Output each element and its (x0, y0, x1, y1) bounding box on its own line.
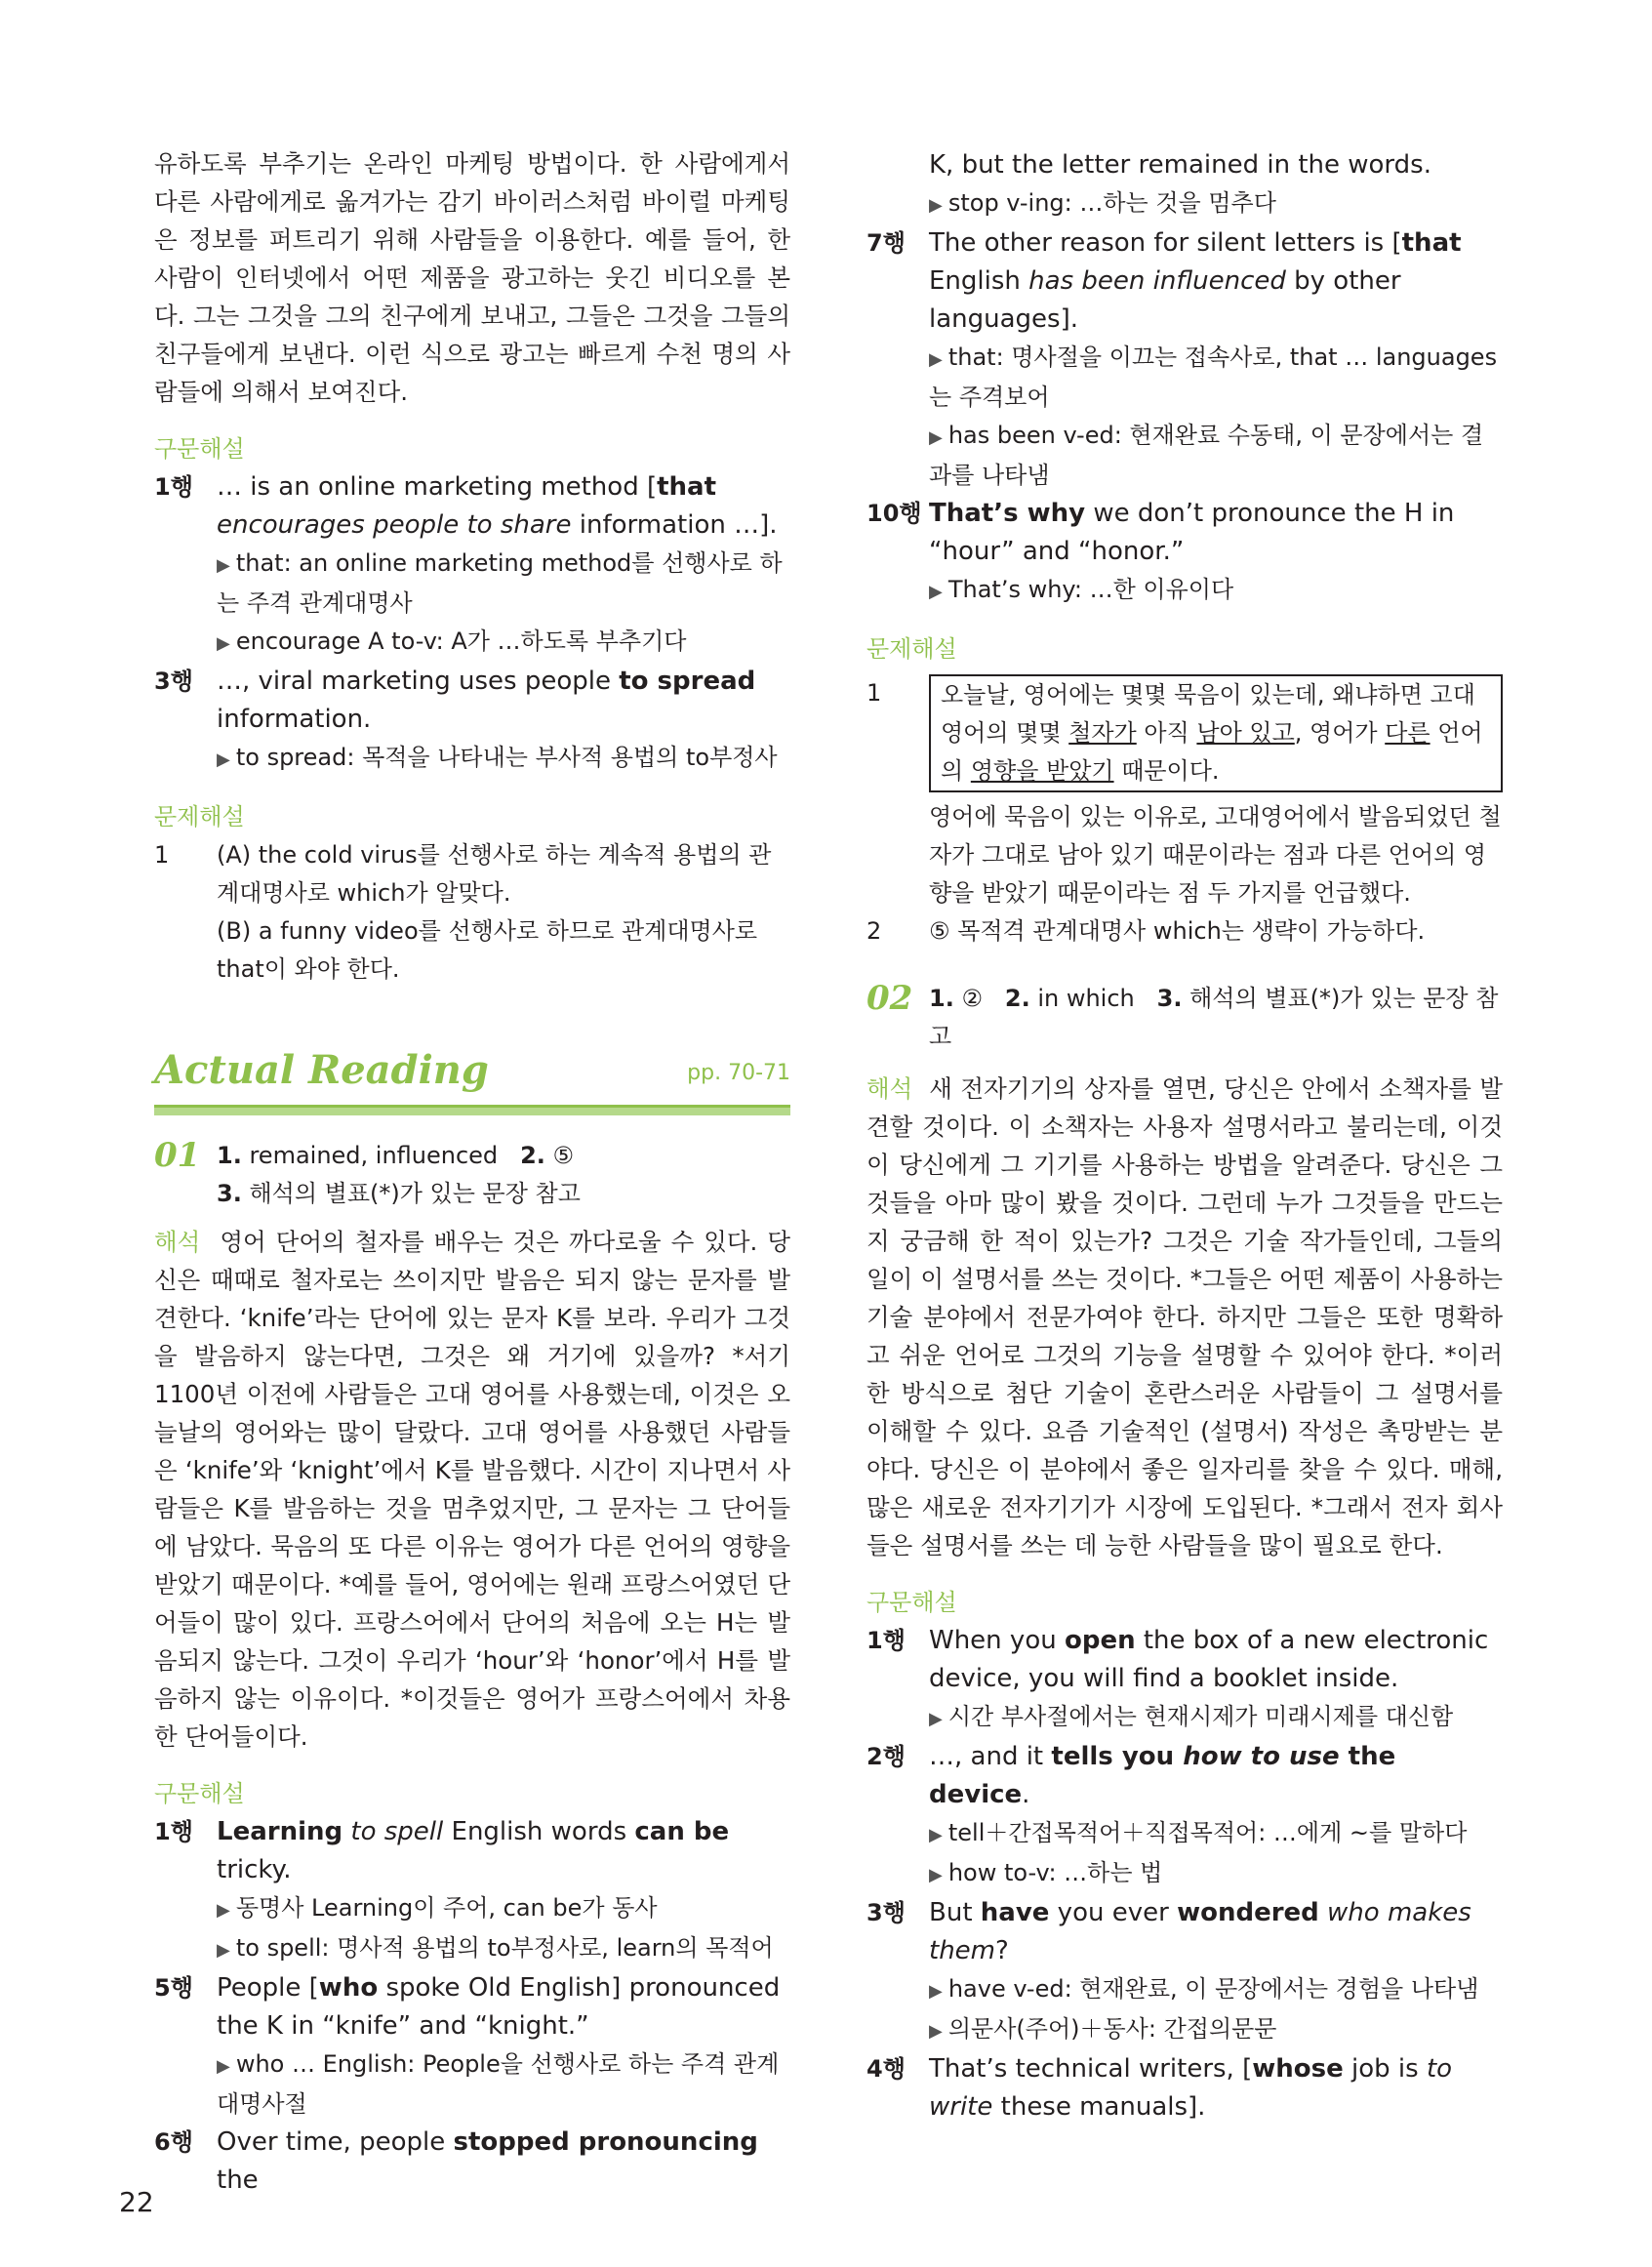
note-text: stop v-ing: …하는 것을 멈추다 (947, 189, 1276, 217)
note-text: encourage A to-v: A가 …하도록 부추기다 (235, 627, 687, 655)
line-number: 10행 (866, 500, 922, 527)
syntax-note (866, 417, 1503, 495)
answer-text: remained, influenced (241, 1142, 499, 1169)
bold-text: wondered (1177, 1898, 1319, 1927)
intro-translation: 유하도록 부추기는 온라인 마케팅 방법이다. 한 사람에게서 다른 사람에게로 옮겨가는 감기 바이러스처럼 바이럴 마케팅은 정보를 퍼트리기 위해 사람들을 이용한다. 예를 들어, 한 사람이 인터넷에서 어떤 제품을 광고하는 웃긴 비디오를 본다. 그는 그것을 그의 친구에게 보내고, 그들은 그것을 그들의 친구들에게 보낸다. 이런 식으로 광고는 빠르게 수천 명의 사람들에 의해서 보여진다. (154, 149, 790, 406)
syntax-row (154, 468, 790, 545)
text: That’s technical writers, [ (929, 2054, 1253, 2084)
note-text: to spread: 목적을 나타내는 부사적 용법의 to부정사 (235, 744, 778, 771)
note-text: how to-v: …하는 법 (947, 1859, 1163, 1886)
problem-answer-b: (B) a funny video를 선행사로 하므로 관계대명사로 that이 와야 한다. (217, 917, 758, 983)
syntax-note (866, 1814, 1503, 1854)
page-number: 22 (119, 2186, 154, 2218)
line-number: 4행 (866, 2055, 906, 2083)
triangle-icon: ▶ (929, 2021, 943, 2042)
text: by other languages]. (929, 266, 1401, 334)
line-number: 6행 (154, 2128, 193, 2156)
triangle-icon: ▶ (217, 2056, 230, 2077)
triangle-icon: ▶ (929, 1865, 943, 1885)
syntax-note (866, 1970, 1503, 2010)
underlined-text: 남아 있고 (1196, 719, 1295, 747)
text: tricky. (217, 1855, 292, 1884)
section-title: Actual Reading (154, 1047, 489, 1093)
text: … is an online marketing method [ (217, 472, 658, 502)
triangle-icon: ▶ (929, 349, 943, 370)
triangle-icon: ▶ (217, 1940, 230, 1961)
syntax-label: 구문해설 (154, 435, 245, 463)
answer-box (929, 674, 1503, 792)
text: information. (217, 705, 372, 734)
syntax-row (866, 495, 1503, 571)
note-text: that: an online marketing method를 선행사로 하는 주격 관계대명사 (217, 549, 783, 617)
syntax-row (154, 2124, 790, 2200)
syntax-sentence (929, 1894, 1503, 1970)
triangle-icon: ▶ (217, 1900, 230, 1921)
answer-label: 3. (1156, 985, 1183, 1012)
problem-row (866, 912, 1503, 951)
translation-text: 새 전자기기의 상자를 열면, 당신은 안에서 소책자를 발견할 것이다. 이 소책자는 사용자 설명서라고 불리는데, 이것이 당신에게 그 기기를 사용하는 방법을 알려준다. 당신은 그것들을 아마 많이 봤을 것이다. 그런데 누가 그것들을 만드는지 궁금해 한 적이 있는가? 그것은 기술 작가들인데, 그들의 일이 이 설명서를 쓰는 것이다. *그들은 어떤 제품이 사용하는 기술 분야에서 전문가여야 한다. 하지만 그들은 또한 명확하고 쉬운 언어로 그것의 기능을 설명할 수 있어야 한다. *이러한 방식으로 첨단 기술이 혼란스러운 사람들이 그 설명서를 이해할 수 있다. 요즘 기술적인 (설명서) 작성은 촉망받는 분야다. 당신은 이 분야에서 좋은 일자리를 찾을 수 있다. 매해, 많은 새로운 전자기기가 시장에 도입된다. *그래서 전자 회사들은 설명서를 쓰는 데 능한 사람들을 많이 필요로 한다. (866, 1074, 1503, 1559)
syntax-note (154, 1889, 790, 1929)
continued-line: K, but the letter remained in the words. (929, 150, 1431, 180)
left-column (154, 144, 790, 2200)
question-number: 02 (866, 979, 913, 1018)
italic-text: encourages people to share (217, 510, 572, 540)
divider (154, 1108, 790, 1115)
italic-text: to write (929, 2054, 1453, 2122)
answers (929, 980, 1503, 1056)
note-text: tell＋간접목적어＋직접목적어: …에게 ~를 말하다 (947, 1819, 1468, 1846)
translation-label: 해석 (154, 1228, 201, 1256)
text: …, viral marketing uses people (217, 667, 620, 696)
syntax-row (154, 1969, 790, 2045)
syntax-sentence (217, 2124, 790, 2200)
problem-row (154, 836, 790, 912)
answer-label: 2. (520, 1142, 545, 1169)
bold-text: whose (1252, 2054, 1344, 2084)
triangle-icon: ▶ (217, 555, 230, 576)
syntax-row (866, 2050, 1503, 2126)
syntax-sentence (217, 1969, 790, 2045)
right-column (866, 146, 1503, 2126)
syntax-row (154, 1813, 790, 1889)
syntax-sentence (929, 495, 1503, 571)
text: …, and it (929, 1742, 1052, 1771)
syntax-note (866, 184, 1503, 224)
note-text: that: 명사절을 이끄는 접속사로, that … languages는 주격보어 (929, 344, 1498, 411)
problem-answer-a: (A) the cold virus를 선행사로 하는 계속적 용법의 관계대명사로 which가 알맞다. (217, 841, 772, 907)
italic-text: has been influenced (1028, 266, 1286, 296)
syntax-note (154, 545, 790, 623)
translation-label: 해석 (866, 1074, 913, 1103)
problem-number: 1 (154, 841, 170, 869)
syntax-row (866, 1894, 1503, 1970)
problem-row (866, 674, 1503, 792)
problem-label: 문제해설 (866, 635, 957, 663)
question-number: 01 (154, 1136, 201, 1175)
syntax-label: 구문해설 (866, 1589, 957, 1616)
syntax-sentence (217, 468, 790, 545)
italic-text: to spell (342, 1817, 444, 1846)
translation-text: 영어 단어의 철자를 배우는 것은 까다로울 수 있다. 당신은 때때로 철자로는 쓰이지만 발음은 되지 않는 문자를 발견한다. ‘knife’라는 단어에 있는 문자 K를 보라. 우리가 그것을 발음하지 않는다면, 그것은 왜 거기에 있을까? *서기 1100년 이전에 사람들은 고대 영어를 사용했는데, 이것은 오늘날의 영어와는 많이 달랐다. 고대 영어를 사용했던 사람들은 ‘knife’와 ‘knight’에서 K를 발음했다. 시간이 지나면서 사람들은 K를 발음하는 것을 멈추었지만, 그 문자는 그 단어들에 남았다. 묵음의 또 다른 이유는 영어가 다른 언어의 영향을 받았기 때문이다. *예를 들어, 영어에는 원래 프랑스어였던 단어들이 많이 있다. 프랑스어에서 단어의 처음에 오는 H는 발음되지 않는다. 그것이 우리가 ‘hour’와 ‘honor’에서 H를 발음하지 않는 이유이다. *이것들은 영어가 프랑스어에서 차용한 단어들이다. (154, 1228, 790, 1751)
bold-text: tells you (1051, 1742, 1175, 1771)
problem-explanation: 영어에 묵음이 있는 이유로, 고대영어에서 발음되었던 철자가 그대로 남아 있기 때문이라는 점과 다른 언어의 영향을 받았기 때문이라는 점 두 가지를 언급했다. (929, 803, 1502, 907)
syntax-row (866, 1622, 1503, 1698)
note-text: 의문사(주어)＋동사: 간접의문문 (947, 2015, 1277, 2043)
note-text: 시간 부사절에서는 현재시제가 미래시제를 대신함 (947, 1703, 1454, 1730)
syntax-sentence (929, 1622, 1503, 1698)
section-pages: pp. 70-71 (687, 1061, 790, 1085)
text: When you (929, 1626, 1065, 1655)
triangle-icon: ▶ (929, 1981, 943, 2002)
answer-row (154, 1137, 790, 1213)
syntax-label: 구문해설 (154, 1780, 245, 1807)
answer-label: 1. (217, 1142, 242, 1169)
bold-italic-text: how to use (1174, 1742, 1340, 1771)
syntax-row (866, 224, 1503, 339)
text: 언어의 (941, 719, 1483, 785)
answer-text: in which (1029, 985, 1135, 1012)
problem-label: 문제해설 (154, 803, 245, 830)
note-text: 동명사 Learning이 주어, can be가 동사 (235, 1894, 658, 1922)
bold-text: the device (929, 1742, 1396, 1809)
syntax-note (866, 1854, 1503, 1894)
answer-text: 해석의 별표(*)가 있는 문장 참고 (241, 1180, 581, 1207)
triangle-icon: ▶ (217, 749, 230, 770)
text: Over time, people (217, 2127, 454, 2157)
text: the (217, 2166, 259, 2195)
syntax-sentence (217, 663, 790, 739)
text: information …]. (571, 510, 778, 540)
note-text: to spell: 명사적 용법의 to부정사로, learn의 목적어 (235, 1934, 774, 1962)
line-number: 1행 (154, 473, 193, 501)
answer-text: ② (953, 985, 983, 1012)
text: we don’t pronounce the H in “hour” and “honor.” (929, 499, 1455, 566)
line-number: 3행 (154, 668, 193, 695)
syntax-sentence (929, 1738, 1503, 1814)
text: spoke Old English] pronounced the K in “knife” and “knight.” (217, 1973, 781, 2041)
syntax-note (866, 571, 1503, 611)
text: People [ (217, 1973, 319, 2003)
triangle-icon: ▶ (929, 1825, 943, 1845)
line-number: 2행 (866, 1743, 906, 1770)
syntax-note (866, 339, 1503, 417)
bold-text: That’s why (929, 499, 1086, 528)
syntax-note (154, 2045, 790, 2124)
underlined-text: 다른 (1385, 719, 1430, 747)
bold-text: can be (634, 1817, 730, 1846)
line-number: 7행 (866, 229, 906, 257)
triangle-icon: ▶ (929, 582, 943, 602)
problem-answer: ⑤ 목적격 관계대명사 which는 생략이 가능하다. (929, 917, 1426, 945)
underlined-text: 영향을 받았기 (970, 757, 1114, 785)
syntax-note (154, 1929, 790, 1969)
text: you ever (1049, 1898, 1178, 1927)
underlined-text: 철자가 (1068, 719, 1137, 747)
bold-text: have (980, 1898, 1050, 1927)
syntax-sentence (929, 224, 1503, 339)
answer-label: 3. (217, 1180, 242, 1207)
syntax-note (866, 2010, 1503, 2050)
text: English (929, 266, 1029, 296)
bold-text: that (657, 472, 717, 502)
syntax-note (866, 1698, 1503, 1738)
line-number: 5행 (154, 1974, 193, 2002)
triangle-icon: ▶ (929, 427, 943, 448)
line-number: 1행 (154, 1818, 193, 1845)
answer-row (866, 980, 1503, 1056)
text: . (1022, 1780, 1030, 1809)
problem-number: 2 (866, 917, 882, 945)
text: 오늘날, 영어에는 몇몇 묵음이 있는데, 왜냐하면 고대영어의 몇몇 (941, 681, 1475, 747)
answers (217, 1137, 581, 1213)
text: the box of a new electronic device, you will find a booklet inside. (929, 1626, 1489, 1693)
syntax-row (154, 663, 790, 739)
bold-text: open (1064, 1626, 1136, 1655)
bold-text: who (318, 1973, 379, 2003)
italic-text: who makes them (929, 1898, 1471, 1965)
text: ? (995, 1936, 1009, 1965)
bold-text: stopped pronouncing (453, 2127, 758, 2157)
answer-text: ⑤ (544, 1142, 575, 1169)
line-number: 3행 (866, 1899, 906, 1926)
bold-text: Learning (217, 1817, 343, 1846)
answer-label: 1. (929, 985, 954, 1012)
note-text: have v-ed: 현재완료, 이 문장에서는 경험을 나타냄 (947, 1975, 1479, 2003)
text: 때문이다. (1113, 757, 1220, 785)
problem-number: 1 (866, 679, 882, 707)
bold-text: to spread (619, 667, 756, 696)
triangle-icon: ▶ (929, 1709, 943, 1729)
answer-text: 해석의 별표(*)가 있는 문장 참고 (929, 985, 1499, 1050)
triangle-icon: ▶ (217, 633, 230, 654)
translation-paragraph (866, 1070, 1503, 1564)
note-text: That’s why: …한 이유이다 (947, 576, 1234, 603)
syntax-sentence (929, 2050, 1503, 2126)
syntax-note (154, 739, 790, 779)
syntax-sentence (217, 1813, 790, 1889)
triangle-icon: ▶ (929, 195, 943, 216)
text: English words (443, 1817, 635, 1846)
bold-text: that (1401, 228, 1462, 258)
text: job is (1343, 2054, 1427, 2084)
translation-paragraph (154, 1223, 790, 1756)
line-number: 1행 (866, 1627, 906, 1654)
answer-label: 2. (1004, 985, 1030, 1012)
section-header (154, 1047, 790, 1115)
syntax-note (154, 623, 790, 663)
note-text: who … English: People을 선행사로 하는 주격 관계대명사절 (217, 2050, 780, 2118)
text: , 영어가 (1294, 719, 1386, 747)
text: But (929, 1898, 981, 1927)
syntax-row (866, 1738, 1503, 1814)
text: The other reason for silent letters is [ (929, 228, 1402, 258)
text: 아직 (1136, 719, 1197, 747)
text: these manuals]. (992, 2092, 1206, 2122)
note-text: has been v-ed: 현재완료 수동태, 이 문장에서는 결과를 나타냄 (929, 422, 1484, 489)
